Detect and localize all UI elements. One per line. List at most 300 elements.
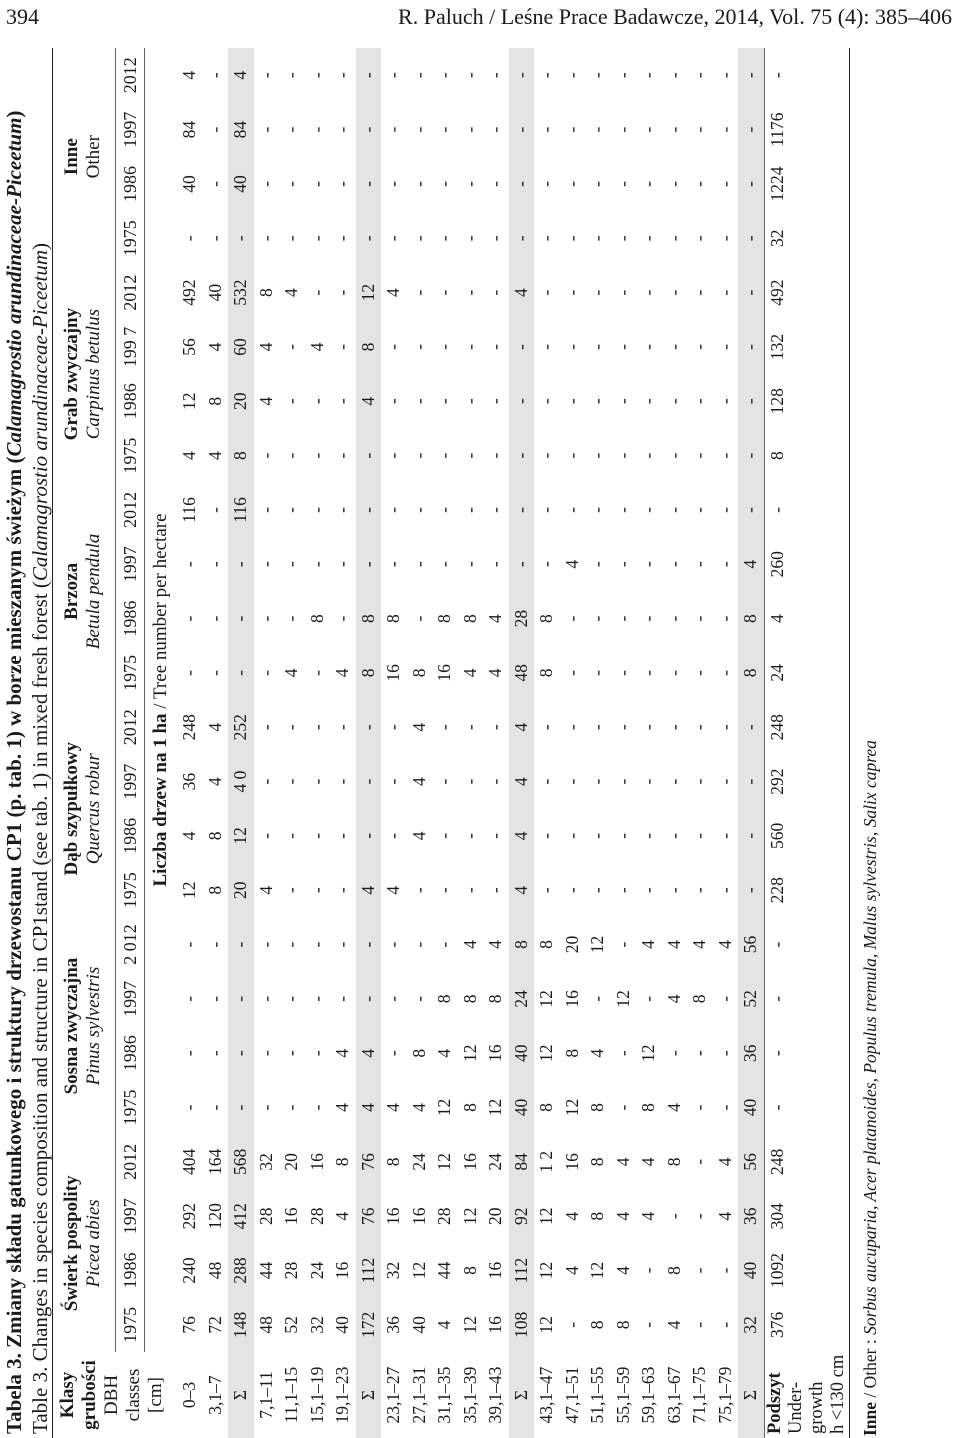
table-cell: - xyxy=(638,724,659,731)
table-cell: 404 xyxy=(179,1148,200,1175)
dbh-class-label: 11,1–15 xyxy=(281,1366,302,1424)
dbh-header-cell xyxy=(53,1352,178,1438)
table-cell: - xyxy=(638,126,659,133)
table-cell: 4 xyxy=(228,48,254,102)
table-cell: - xyxy=(255,181,276,187)
undergrowth-label-line: growth xyxy=(806,1381,827,1434)
table-cell: - xyxy=(587,344,608,350)
table-cell: - xyxy=(332,995,353,1002)
table-cell: - xyxy=(485,235,506,242)
table-cell: 4 xyxy=(255,396,276,406)
table-cell: 4 xyxy=(561,1211,582,1221)
dbh-class-label: 51,1–55 xyxy=(587,1366,608,1424)
table-cell: - xyxy=(383,941,404,948)
table-cell: - xyxy=(179,615,200,622)
table-cell: - xyxy=(255,941,276,948)
table-footnote xyxy=(860,740,881,1436)
table-cell: 4 0 xyxy=(228,754,254,808)
table-cell: - xyxy=(383,724,404,731)
table-cell: 8 xyxy=(408,1048,429,1058)
table-cell: 8 xyxy=(536,668,557,678)
table-cell: 12 xyxy=(434,1098,455,1117)
table-cell: 4 xyxy=(179,451,200,460)
table-cell: 4 xyxy=(561,1266,582,1275)
table-cell: - xyxy=(714,669,735,676)
table-cell: 56 xyxy=(738,1135,764,1189)
table-cell: - xyxy=(332,561,353,568)
table-cell: 8 xyxy=(383,614,404,623)
table-cell: - xyxy=(281,398,302,405)
table-cell: - xyxy=(638,669,659,676)
table-cell: 4 xyxy=(204,451,225,460)
table-cell: 492 xyxy=(764,265,849,319)
table-cell: - xyxy=(509,374,535,428)
table-cell: - xyxy=(738,48,764,102)
table-cell: - xyxy=(383,72,404,79)
table-row xyxy=(203,48,229,1438)
table-cell: - xyxy=(281,778,302,785)
table-cell: - xyxy=(587,832,608,839)
table-cell: 8 xyxy=(638,1103,659,1112)
table-cell: 4 xyxy=(434,1320,455,1330)
table-cell: - xyxy=(255,724,276,731)
table-cell: - xyxy=(383,126,404,133)
table-cell: - xyxy=(228,972,254,1026)
dbh-class-label: 3,1–7 xyxy=(204,1375,225,1415)
species-polish-name: Brzoza xyxy=(61,562,82,620)
table-cell: 8 xyxy=(612,1320,633,1330)
table-cell: - xyxy=(408,235,429,242)
table-cell: - xyxy=(714,507,735,513)
table-cell: - xyxy=(509,483,535,537)
table-cell: - xyxy=(306,669,327,676)
table-cell: - xyxy=(356,211,382,265)
table-cell: - xyxy=(587,724,608,731)
table-cell: - xyxy=(255,507,276,513)
table-cell: - xyxy=(612,561,633,568)
dbh-class-label: 35,1–39 xyxy=(459,1366,480,1424)
year-header-row xyxy=(116,48,145,1438)
dbh-class-label: 39,1–43 xyxy=(485,1366,506,1424)
table-cell: - xyxy=(764,1080,849,1134)
table-cell: 4 xyxy=(383,1103,404,1112)
table-cell: 8 xyxy=(356,591,382,645)
table-cell: 4 xyxy=(204,342,225,352)
table-cell: - xyxy=(281,724,302,731)
table-cell: 56 xyxy=(179,338,200,356)
table-cell: - xyxy=(587,669,608,676)
table-cell: - xyxy=(459,344,480,350)
footnote-text: / Other : xyxy=(860,1334,880,1402)
table-cell: - xyxy=(689,615,710,622)
table-cell: - xyxy=(587,887,608,894)
table-cell: 8 xyxy=(764,428,849,482)
table-cell: - xyxy=(612,181,633,187)
table-cell: - xyxy=(281,832,302,839)
species-header-spruce xyxy=(53,1135,116,1352)
table-cell: - xyxy=(587,615,608,622)
table-cell: - xyxy=(536,778,557,785)
table-cell: - xyxy=(306,398,327,405)
table-cell: 16 xyxy=(281,1207,302,1225)
table-cell: - xyxy=(536,507,557,513)
table-row xyxy=(407,48,433,1438)
table-cell: - xyxy=(485,181,506,187)
table-cell: - xyxy=(204,669,225,676)
table-cell: 4 xyxy=(509,754,535,808)
table-cell: - xyxy=(255,832,276,839)
table-cell: 4 xyxy=(738,537,764,591)
table-row-subtotal xyxy=(509,48,535,1438)
table-row xyxy=(177,48,203,1438)
table-cell: 28 xyxy=(306,1207,327,1225)
table-cell: 4 xyxy=(638,1157,659,1167)
dbh-class-label: Σ xyxy=(228,1352,254,1438)
table-cell: - xyxy=(332,887,353,894)
table-cell: - xyxy=(638,887,659,894)
table-cell: - xyxy=(356,48,382,102)
table-cell: 56 xyxy=(738,917,764,971)
table-cell: - xyxy=(587,289,608,296)
table-cell: - xyxy=(434,344,455,350)
table-cell: - xyxy=(612,1104,633,1111)
table-cell: 12 xyxy=(459,1207,480,1225)
table-cell: - xyxy=(281,941,302,948)
dbh-header-line: classes xyxy=(123,1368,144,1422)
table-cell: 4 xyxy=(764,591,849,645)
year-header-cell: 199 7 xyxy=(116,320,145,374)
table-cell: - xyxy=(434,778,455,785)
dbh-class-label: Σ xyxy=(738,1352,764,1438)
table-cell: - xyxy=(612,887,633,894)
table-cell: - xyxy=(408,995,429,1002)
year-header-cell: 2012 xyxy=(116,700,145,754)
table-cell: 172 xyxy=(356,1298,382,1352)
table-cell: 228 xyxy=(764,863,849,917)
table-cell: 4 xyxy=(179,70,200,80)
table-cell: - xyxy=(434,289,455,296)
table-cell: - xyxy=(509,157,535,211)
table-cell: - xyxy=(536,724,557,731)
unit-label-row xyxy=(145,48,178,1438)
table-cell: 248 xyxy=(764,1135,849,1189)
table-row-undergrowth xyxy=(764,48,849,1438)
footnote-species-list: Sorbus aucuparia, Acer platanoides, Populus tremula, Malus sylvestris, Salix caprea xyxy=(860,740,880,1335)
dbh-class-label: 23,1–27 xyxy=(383,1366,404,1424)
table-cell: - xyxy=(204,507,225,513)
year-header-cell: 1997 xyxy=(116,972,145,1026)
table-cell: - xyxy=(536,452,557,459)
dbh-class-label: 75,1–79 xyxy=(714,1366,735,1424)
table-cell: - xyxy=(383,181,404,187)
table-cell: - xyxy=(485,344,506,350)
year-header-cell: 1997 xyxy=(116,102,145,156)
table-cell: - xyxy=(306,887,327,894)
table-cell: 292 xyxy=(179,1203,200,1230)
table-cell: - xyxy=(561,289,582,296)
table-cell: 4 xyxy=(485,668,506,678)
journal-reference: R. Paluch / Leśne Prace Badawcze, 2014, Vol. 75 (4): 385–406 xyxy=(398,4,952,29)
table-cell: - xyxy=(536,887,557,894)
table-cell: 560 xyxy=(764,809,849,863)
table-cell: 4 xyxy=(332,1103,353,1112)
caption-english xyxy=(28,243,53,1434)
table-cell: - xyxy=(306,507,327,513)
table-cell: - xyxy=(764,1026,849,1080)
table-cell: - xyxy=(228,1026,254,1080)
table-cell: - xyxy=(638,344,659,350)
table-cell: 8 xyxy=(485,994,506,1004)
table-cell: - xyxy=(738,374,764,428)
table-row xyxy=(662,48,688,1438)
species-header-hornbeam xyxy=(53,265,116,482)
table-cell: 52 xyxy=(281,1316,302,1334)
table-cell: - xyxy=(255,669,276,676)
table-cell: - xyxy=(536,289,557,296)
table-cell: - xyxy=(306,832,327,839)
table-cell: - xyxy=(459,887,480,894)
table-cell: 32 xyxy=(306,1316,327,1334)
table-cell: 4 xyxy=(281,668,302,678)
table-cell: 12 xyxy=(638,1044,659,1062)
table-cell: 4 xyxy=(332,668,353,678)
table-cell: - xyxy=(204,615,225,622)
table-cell: 16 xyxy=(332,1261,353,1280)
table-cell: - xyxy=(612,344,633,350)
table-cell: - xyxy=(612,615,633,622)
table-cell: 16 xyxy=(561,1153,582,1171)
table-cell: - xyxy=(764,972,849,1026)
table-cell: 8 xyxy=(204,885,225,895)
table-cell: - xyxy=(509,102,535,156)
table-cell: 128 xyxy=(764,374,849,428)
table-cell: - xyxy=(536,398,557,405)
table-cell: - xyxy=(638,832,659,839)
table-cell: - xyxy=(714,289,735,296)
table-cell: 60 xyxy=(228,320,254,374)
table-cell: - xyxy=(612,778,633,785)
table-cell: - xyxy=(536,561,557,568)
table-cell: 84 xyxy=(509,1135,535,1189)
table-cell: 20 xyxy=(228,863,254,917)
year-header-cell: 1986 xyxy=(116,809,145,863)
table-cell: - xyxy=(434,724,455,731)
table-cell: - xyxy=(306,181,327,187)
table-cell: - xyxy=(638,995,659,1002)
table-cell: 4 xyxy=(408,722,429,732)
table-cell: - xyxy=(714,832,735,839)
table-cell: - xyxy=(306,1050,327,1057)
table-cell: - xyxy=(689,452,710,459)
table-cell: - xyxy=(281,344,302,350)
table-cell: - xyxy=(509,211,535,265)
table-cell: - xyxy=(638,507,659,513)
table-cell: 44 xyxy=(255,1261,276,1280)
table-cell: - xyxy=(179,235,200,242)
table-cell: 32 xyxy=(383,1261,404,1280)
table-cell: - xyxy=(587,995,608,1002)
table-cell: - xyxy=(281,1050,302,1057)
table-cell: - xyxy=(689,235,710,242)
table-cell: - xyxy=(689,887,710,894)
table-cell: - xyxy=(612,832,633,839)
table-cell: - xyxy=(306,778,327,785)
table-cell: 40 xyxy=(509,1080,535,1134)
year-header-cell: 1997 xyxy=(116,537,145,591)
table-cell: 40 xyxy=(204,283,225,302)
table-cell: - xyxy=(587,72,608,79)
table-cell: - xyxy=(332,235,353,242)
table-cell: - xyxy=(689,778,710,785)
table-cell: - xyxy=(561,778,582,785)
table-cell: - xyxy=(383,507,404,513)
species-polish-name: Sosna zwyczajna xyxy=(61,957,82,1095)
table-row xyxy=(534,48,560,1438)
table-cell: - xyxy=(612,1050,633,1057)
table-row xyxy=(611,48,637,1438)
table-cell: - xyxy=(255,1104,276,1111)
dbh-class-label: 55,1–59 xyxy=(612,1366,633,1424)
dbh-class-label: 15,1–19 xyxy=(306,1366,327,1424)
table-cell: 8 xyxy=(356,646,382,700)
table-cell: - xyxy=(204,1050,225,1057)
species-polish-name: Inne xyxy=(61,138,82,176)
table-cell: 12 xyxy=(536,1044,557,1062)
table-cell: - xyxy=(738,265,764,319)
table-cell: 8 xyxy=(408,668,429,678)
table-cell: 12 xyxy=(408,1261,429,1280)
table-cell: 76 xyxy=(179,1316,200,1334)
table-cell: - xyxy=(255,126,276,133)
table-cell: - xyxy=(408,344,429,350)
table-cell: 40 xyxy=(179,175,200,193)
dbh-class-label: Σ xyxy=(356,1352,382,1438)
table-cell: 28 xyxy=(509,591,535,645)
table-cell: 4 xyxy=(356,863,382,917)
table-cell: - xyxy=(764,917,849,971)
table-cell: - xyxy=(663,72,684,79)
table-cell: 20 xyxy=(485,1207,506,1225)
table-cell: - xyxy=(179,561,200,568)
year-header-cell: 1975 xyxy=(116,211,145,265)
table-cell: - xyxy=(764,483,849,537)
caption-polish-suffix: ) xyxy=(2,110,26,118)
table-cell: - xyxy=(255,615,276,622)
table-cell: - xyxy=(738,211,764,265)
table-cell: 24 xyxy=(509,972,535,1026)
table-cell: 4 xyxy=(459,668,480,678)
table-cell: 8 xyxy=(459,614,480,623)
table-cell: 4 xyxy=(561,559,582,569)
table-cell: - xyxy=(536,344,557,350)
table-cell: - xyxy=(612,724,633,731)
table-cell: 4 xyxy=(408,831,429,841)
dbh-class-label: 63,1–67 xyxy=(663,1366,684,1424)
data-table xyxy=(52,48,850,1438)
table-cell: - xyxy=(714,615,735,622)
table-cell: - xyxy=(587,452,608,459)
table-cell: - xyxy=(689,398,710,405)
caption-english-latin: Calamagrostio arundinaceae-Piceetum xyxy=(28,250,52,582)
table-cell: - xyxy=(306,995,327,1002)
table-cell: - xyxy=(408,941,429,948)
table-cell: 4 xyxy=(689,940,710,949)
table-cell: 4 xyxy=(408,777,429,786)
table-cell: - xyxy=(663,561,684,568)
table-cell: - xyxy=(332,615,353,622)
table-cell: - xyxy=(663,1050,684,1057)
table-cell: - xyxy=(587,561,608,568)
unit-label-bold: Liczba drzew na 1 ha xyxy=(150,713,171,887)
table-cell: - xyxy=(306,724,327,731)
table-cell: - xyxy=(306,452,327,459)
table-cell: 8 xyxy=(738,646,764,700)
table-cell: - xyxy=(332,832,353,839)
dbh-class-label: Σ xyxy=(509,1352,535,1438)
table-cell: - xyxy=(663,507,684,513)
table-cell: - xyxy=(714,561,735,568)
dbh-class-label: 59,1–63 xyxy=(638,1366,659,1424)
dbh-header-line: Klasy xyxy=(57,1371,78,1419)
table-cell: - xyxy=(383,778,404,785)
table-cell: 260 xyxy=(764,537,849,591)
table-cell: - xyxy=(306,1104,327,1111)
table-cell: 12 xyxy=(536,1261,557,1280)
table-cell: - xyxy=(638,289,659,296)
table-cell: 40 xyxy=(332,1316,353,1334)
table-cell: - xyxy=(383,561,404,568)
table-cell: - xyxy=(485,832,506,839)
table-cell: - xyxy=(536,235,557,242)
table-cell: 20 xyxy=(228,374,254,428)
table-row xyxy=(305,48,331,1438)
year-header-cell: 2012 xyxy=(116,1135,145,1189)
table-cell: - xyxy=(485,289,506,296)
table-cell: 4 xyxy=(509,700,535,754)
table-cell: - xyxy=(689,1050,710,1057)
table-cell: 44 xyxy=(434,1261,455,1280)
table-cell: - xyxy=(408,887,429,894)
table-cell: 12 xyxy=(179,881,200,899)
table-row xyxy=(254,48,280,1438)
table-cell: - xyxy=(332,452,353,459)
table-cell: - xyxy=(255,72,276,79)
table-cell: 28 xyxy=(281,1261,302,1280)
table-cell: 8 xyxy=(459,1266,480,1275)
table-cell: 20 xyxy=(561,935,582,954)
table-cell: - xyxy=(612,452,633,459)
table-cell: 12 xyxy=(612,990,633,1008)
running-header xyxy=(0,0,960,40)
table-cell: 12 xyxy=(459,1316,480,1334)
table-cell: 8 xyxy=(536,940,557,949)
table-cell: 8 xyxy=(561,1048,582,1058)
table-cell: - xyxy=(306,289,327,296)
year-header-cell: 1986 xyxy=(116,591,145,645)
table-cell: 148 xyxy=(228,1298,254,1352)
table-cell: - xyxy=(306,561,327,568)
table-cell: 8 xyxy=(587,1211,608,1221)
table-cell: 36 xyxy=(383,1316,404,1334)
table-cell: - xyxy=(356,157,382,211)
table-cell: - xyxy=(714,398,735,405)
table-cell: 16 xyxy=(434,664,455,682)
year-header-cell: 1986 xyxy=(116,157,145,211)
table-cell: - xyxy=(714,344,735,350)
table-cell: - xyxy=(408,72,429,79)
table-cell: 4 xyxy=(714,940,735,949)
table-cell: 4 xyxy=(638,1211,659,1221)
